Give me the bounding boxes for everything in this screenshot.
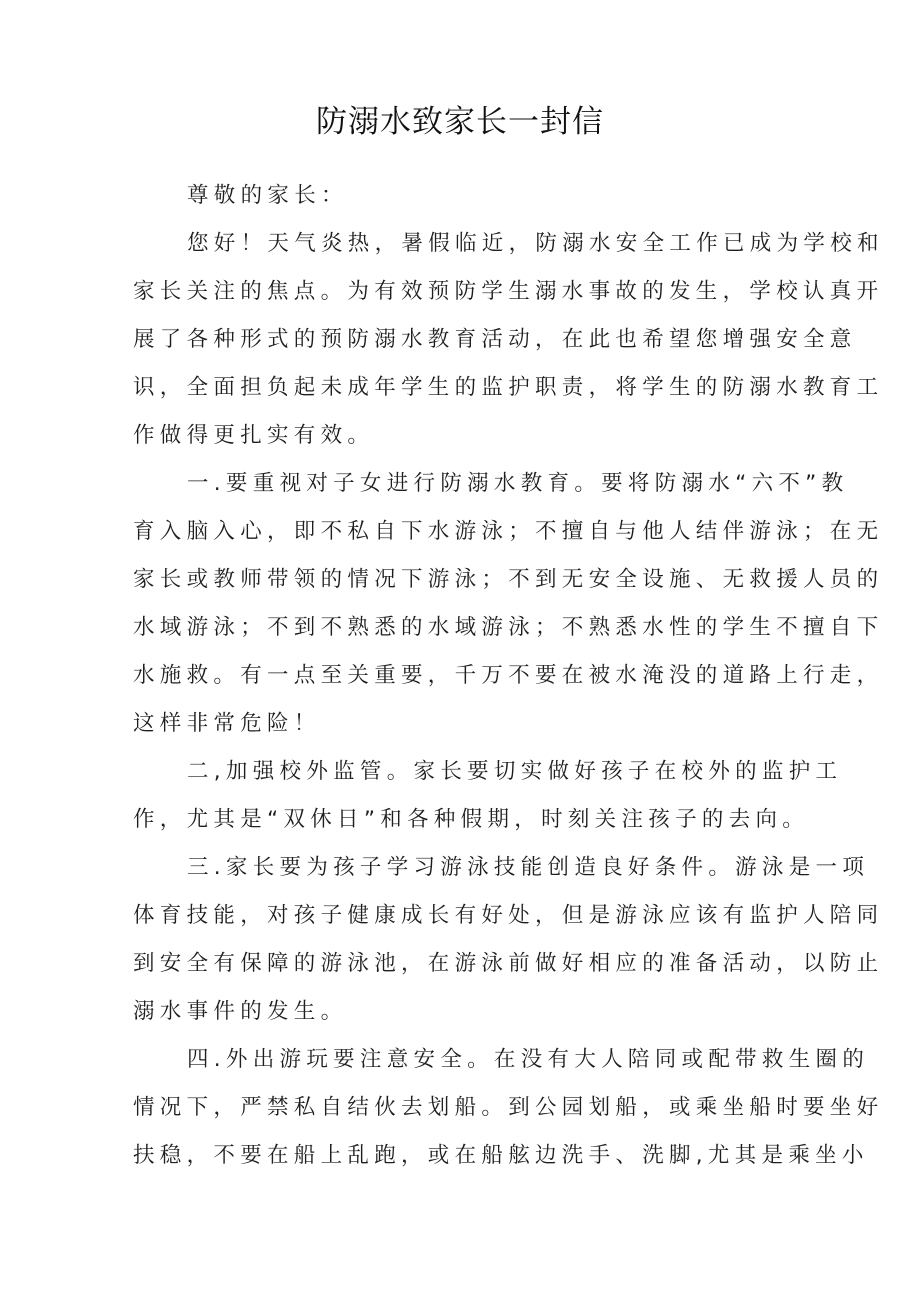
paragraph-line: 二,加强校外监管。家长要切实做好孩子在校外的监护工: [187, 759, 843, 784]
paragraph-line: 家长关注的焦点。为有效预防学生溺水事故的发生，学校认真开: [133, 279, 884, 304]
paragraph-line: 一.要重视对子女进行防溺水教育。要将防溺水“六不”教: [187, 471, 849, 496]
paragraph-line: 作，尤其是“双休日”和各种假期，时刻关注孩子的去向。: [133, 807, 810, 832]
paragraph-intro: [133, 220, 884, 460]
paragraph-line: 您好！天气炎热，暑假临近，防溺水安全工作已成为学校和: [187, 231, 884, 256]
paragraph-line: 水施救。有一点至关重要，千万不要在被水淹没的道路上行走，: [133, 663, 884, 688]
paragraph-point-4: [133, 1036, 884, 1180]
paragraph-line: 到安全有保障的游泳池，在游泳前做好相应的准备活动，以防止: [133, 951, 884, 976]
paragraph-point-2: [133, 748, 843, 844]
paragraph-line: 这样非常危险！: [133, 711, 321, 736]
paragraph-line: 展了各种形式的预防溺水教育活动，在此也希望您增强安全意: [133, 327, 857, 352]
paragraph-line: 水域游泳；不到不熟悉的水域游泳；不熟悉水性的学生不擅自下: [133, 615, 884, 640]
paragraph-line: 三.家长要为孩子学习游泳技能创造良好条件。游泳是一项: [187, 855, 870, 880]
letter-body: [133, 172, 884, 1180]
paragraph-point-3: [133, 844, 884, 1036]
paragraph-point-1: [133, 460, 884, 748]
paragraph-line: 育入脑入心，即不私自下水游泳；不擅自与他人结伴游泳；在无: [133, 519, 884, 544]
paragraph-line: 作做得更扎实有效。: [133, 423, 375, 448]
paragraph-line: 情况下，严禁私自结伙去划船。到公园划船，或乘坐船时要坐好: [133, 1095, 884, 1120]
paragraph-line: 溺水事件的发生。: [133, 999, 348, 1024]
paragraph-line: 四.外出游玩要注意安全。在没有大人陪同或配带救生圈的: [187, 1047, 870, 1072]
paragraph-line: 扶稳，不要在船上乱跑，或在船舷边洗手、洗脚,尤其是乘坐小: [133, 1143, 869, 1168]
paragraph-line: 识，全面担负起未成年学生的监护职责，将学生的防溺水教育工: [133, 375, 884, 400]
paragraph-line: 体育技能，对孩子健康成长有好处，但是游泳应该有监护人陪同: [133, 903, 884, 928]
paragraph-line: 家长或教师带领的情况下游泳；不到无安全设施、无救援人员的: [133, 567, 884, 592]
salutation: 尊敬的家长：: [187, 183, 348, 208]
document-title: 防溺水致家长一封信: [316, 104, 604, 140]
